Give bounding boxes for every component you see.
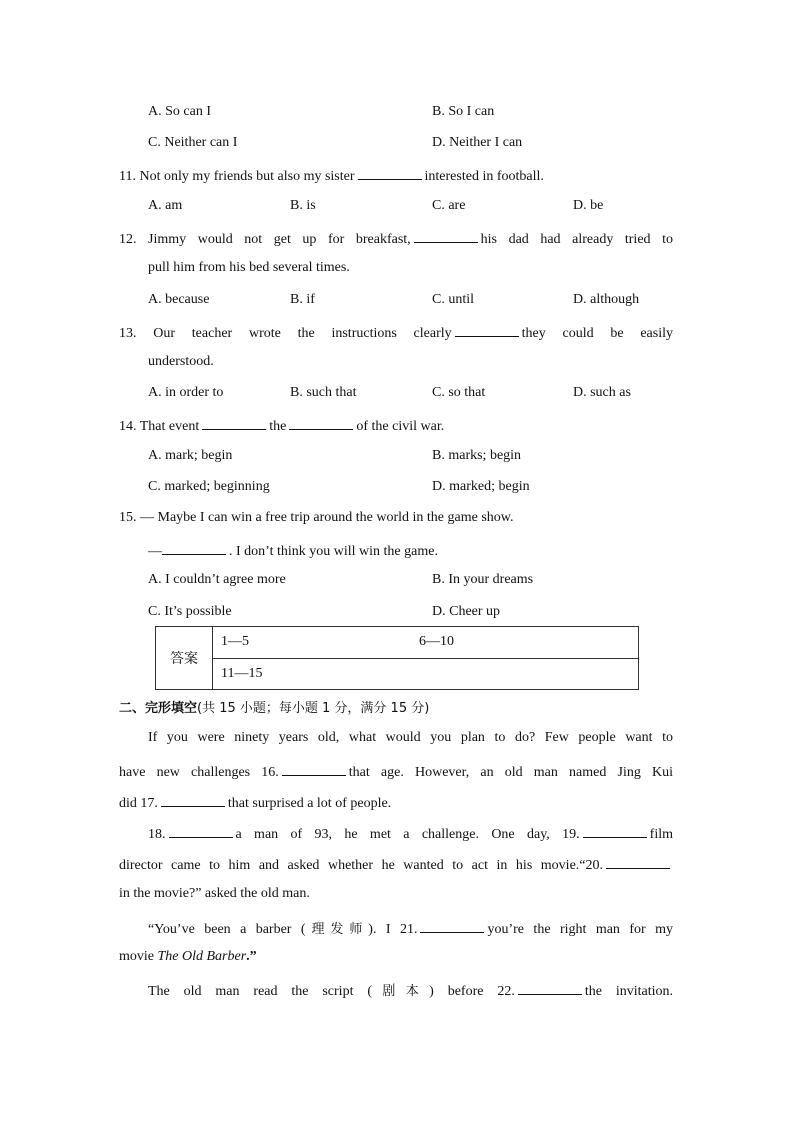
q11-option-c: C. are (432, 198, 466, 213)
q12-stem: 12. Jimmy would not get up for breakfast, his dad had already tried to (119, 229, 673, 248)
q14-option-c: C. marked; beginning (148, 479, 270, 494)
q13-stem-line2: understood. (148, 354, 214, 369)
movie-title: The Old Barber (157, 949, 247, 964)
passage-p2-line3: in the movie?” asked the old man. (119, 886, 310, 901)
answer-blank (358, 166, 422, 180)
passage-p3-line2: movie The Old Barber.” (119, 949, 257, 964)
passage-p1-line3: did 17. that surprised a lot of people. (119, 793, 391, 812)
q14-stem: 14. That event the of the civil war. (119, 416, 444, 435)
answer-blank-21 (420, 919, 484, 933)
q13-option-c: C. so that (432, 385, 486, 400)
section-heading (119, 697, 429, 717)
q15-option-a: A. I couldn’t agree more (148, 572, 286, 587)
q14-option-b: B. marks; begin (432, 448, 522, 463)
answer-blank (455, 323, 519, 337)
q12-option-c: C. until (432, 292, 475, 307)
answer-blank-22 (518, 981, 582, 995)
q15-option-d: D. Cheer up (432, 604, 501, 619)
passage-p1-line2: have new challenges 16. that age. However, an old man named Jing Kui (119, 762, 673, 781)
answer-blank-19 (583, 824, 647, 838)
answer-table (155, 626, 639, 690)
q12-stem-line2: pull him from his bed several times. (148, 260, 350, 275)
answer-cell-1-10[interactable]: 1—5 6—10 (213, 627, 639, 659)
answer-table-label: 答案 (156, 627, 213, 690)
answer-blank (162, 541, 226, 555)
section-title: 二、完形填空 (119, 701, 198, 716)
q11-option-d: D. be (573, 198, 604, 213)
answer-blank-18 (169, 824, 233, 838)
q10-option-d: D. Neither I can (432, 135, 523, 150)
q14-option-a: A. mark; begin (148, 448, 233, 463)
q15-stem-line2: — . I don’t think you will win the game. (148, 541, 438, 560)
q10-option-a: A. So can I (148, 104, 211, 119)
answer-blank (289, 416, 353, 430)
q11-option-a: A. am (148, 198, 183, 213)
answer-blank-16 (282, 762, 346, 776)
passage-p1-line1: If you were ninety years old, what would you plan to do? Few people want to (148, 730, 673, 745)
answer-blank-20 (606, 855, 670, 869)
q13-option-d: D. such as (573, 385, 631, 400)
section-note: (共 15 小题；每小题 1 分，满分 15 分) (197, 701, 430, 716)
q12-option-a: A. because (148, 292, 210, 307)
passage-p2-line1: 18. a man of 93, he met a challenge. One day, 19. film (148, 824, 673, 843)
q10-option-b: B. So I can (432, 104, 495, 119)
answer-blank (414, 229, 478, 243)
q10-option-c: C. Neither can I (148, 135, 238, 150)
answer-blank-17 (161, 793, 225, 807)
q15-stem: 15. — Maybe I can win a free trip around the world in the game show. (119, 510, 514, 525)
q13-option-a: A. in order to (148, 385, 224, 400)
q11-option-b: B. is (290, 198, 316, 213)
q14-option-d: D. marked; begin (432, 479, 530, 494)
answer-blank (202, 416, 266, 430)
passage-p2-line2: director came to him and asked whether he wanted to act in his movie.“20. (119, 855, 673, 874)
passage-p4-line1: The old man read the script (剧本) before 22. the invitation. (148, 980, 673, 1000)
q12-option-d: D. although (573, 292, 640, 307)
answer-cell-11-15[interactable]: 11—15 (213, 658, 639, 690)
q12-option-b: B. if (290, 292, 315, 307)
q13-option-b: B. such that (290, 385, 357, 400)
q11-stem: 11. Not only my friends but also my sister interested in football. (119, 166, 544, 185)
q13-stem: 13. Our teacher wrote the instructions clearly they could be easily (119, 323, 673, 342)
q15-option-c: C. It’s possible (148, 604, 232, 619)
passage-p3-line1: “You’ve been a barber (理发师). I 21. you’re the right man for my (148, 918, 673, 938)
q15-option-b: B. In your dreams (432, 572, 534, 587)
